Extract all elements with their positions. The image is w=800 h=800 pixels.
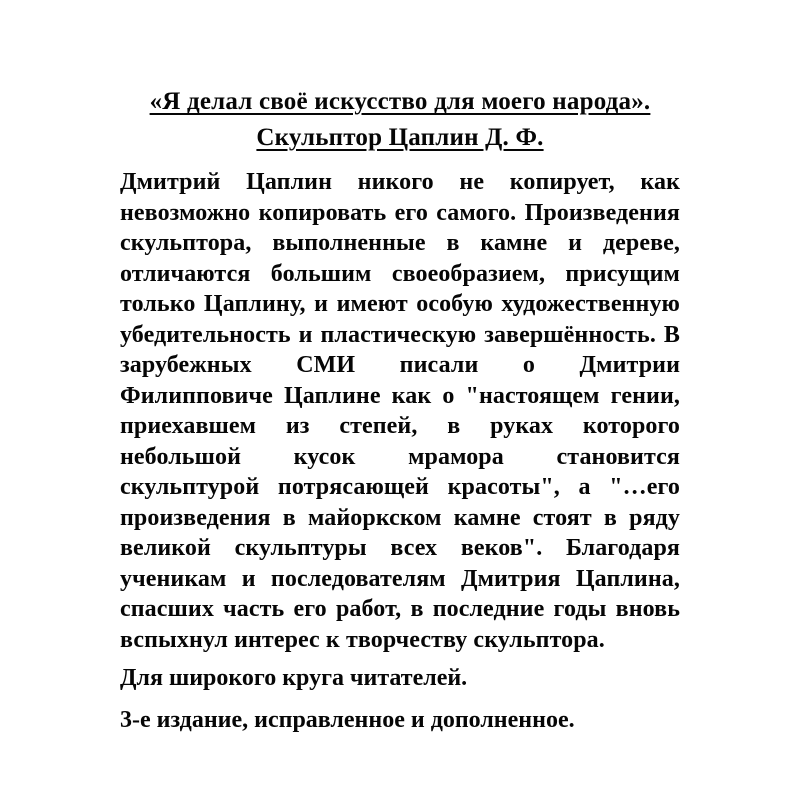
audience-note: Для широкого круга читателей. xyxy=(120,665,468,691)
book-title xyxy=(120,84,680,156)
edition-note: 3-е издание, исправленное и дополненное. xyxy=(120,707,575,733)
title-line-1: «Я делал своё искусство для моего народа». xyxy=(149,88,651,115)
annotation-paragraph: Дмитрий Цаплин никого не копирует, как невозможно копировать его самого. Произведения скульптора, выполненные в камне и дереве, отличаются большим своеобразием, присущим только Цаплину, и имеют особую художественную убедительность и пластическую завершённость. В зарубежных СМИ писали о Дмитрии Филипповиче Цаплине как о "настоящем гении, приехавшем из степей, в руках которого небольшой кусок мрамора становится скульптурой потрясающей красоты", а "…его произведения в майоркском камне стоят в ряду великой скульптуры всех веков". Благодаря ученикам и последователям Дмитрия Цаплина, спасших часть его работ, в последние годы вновь вспыхнул интерес к творчеству скульптора. xyxy=(120,169,680,653)
title-line-2: Скульптор Цаплин Д. Ф. xyxy=(256,124,544,151)
